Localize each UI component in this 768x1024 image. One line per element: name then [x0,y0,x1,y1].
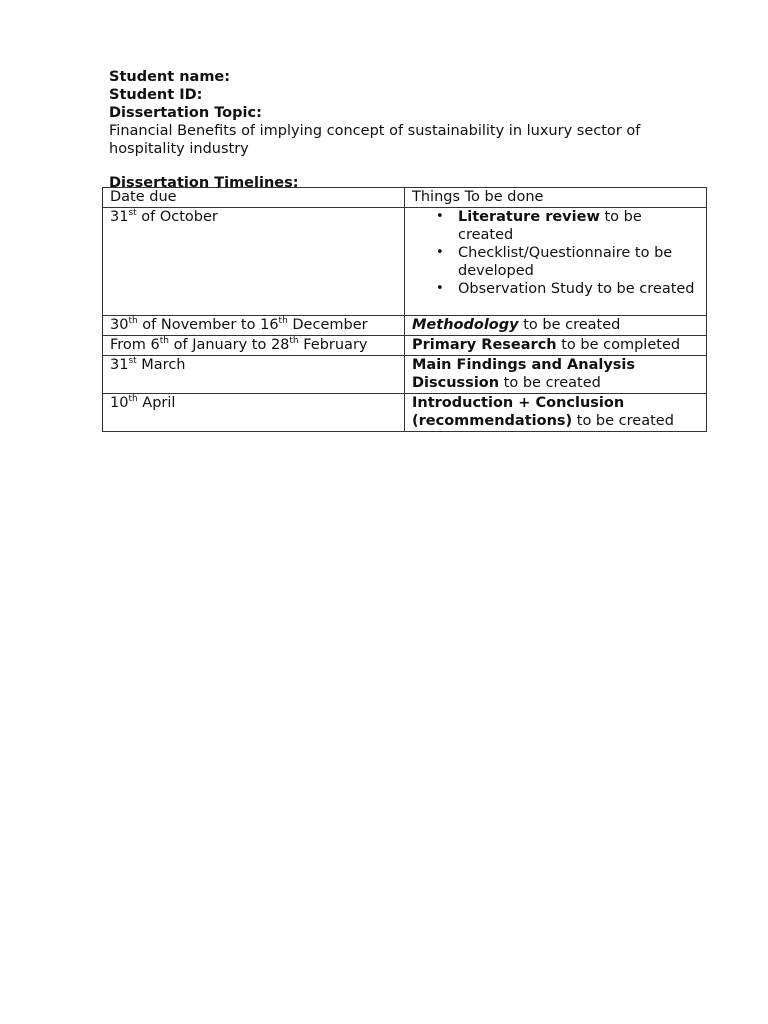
date-cell: 31st March [103,356,405,394]
tasks-cell [405,208,707,316]
document-page [109,68,709,429]
student-id-label: Student ID: [109,87,203,103]
date-cell: 10th April [103,394,405,432]
tasks-cell: Introduction + Conclusion (recommendations) to be created [405,394,707,432]
list-item: • Observation Study to be created [436,281,695,297]
bullet-icon: • [436,281,444,296]
list-item: • Literature review to be created [436,209,642,243]
column-header-tasks: Things To be done [405,188,707,208]
bullet-icon: • [436,209,444,224]
dissertation-topic-label: Dissertation Topic: [109,105,262,121]
table-row [103,316,707,336]
table-row [103,208,707,316]
table-row [103,356,707,394]
dissertation-timelines-label: Dissertation Timelines: [109,175,299,191]
dissertation-topic-text: Financial Benefits of implying concept of sustainability in luxury sector of hospitality industry [109,123,641,157]
date-cell: From 6th of January to 28th February [103,336,405,356]
student-name-label: Student name: [109,69,231,85]
list-item: • Checklist/Questionnaire to be developed [436,245,673,279]
bullet-icon: • [436,245,444,260]
tasks-cell: Main Findings and Analysis Discussion to be created [405,356,707,394]
date-cell: 31st of October [103,208,405,316]
tasks-cell: Primary Research to be completed [405,336,707,356]
tasks-cell: Methodology to be created [405,316,707,336]
column-header-date: Date due [103,188,405,208]
timeline-table [102,187,707,432]
table-header-row [103,188,707,208]
table-row [103,394,707,432]
task-list [412,208,700,298]
table-row [103,336,707,356]
date-cell: 30th of November to 16th December [103,316,405,336]
